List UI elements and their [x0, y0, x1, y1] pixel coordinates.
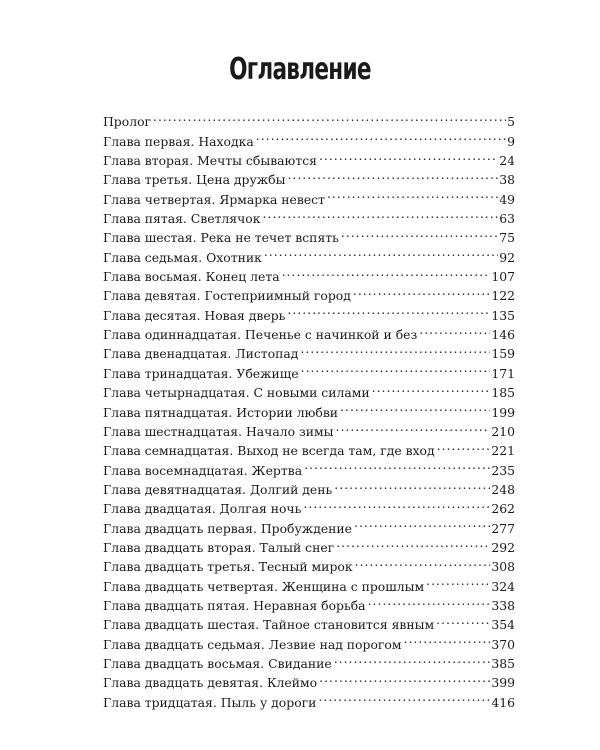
toc-dot-leader — [419, 320, 490, 339]
toc-entry-page-number: 324 — [491, 578, 515, 594]
toc-entry-title: Глава вторая. Мечты сбываются — [103, 153, 317, 169]
toc-entry-title: Глава двадцать шестая. Тайное становится явным — [103, 617, 435, 633]
toc-dot-leader — [153, 107, 506, 126]
toc-entry-title: Глава тринадцатая. Убежище — [103, 365, 299, 381]
toc-dot-leader — [354, 513, 490, 532]
toc-dot-leader — [353, 281, 490, 300]
toc-entry-page-number: 38 — [499, 172, 515, 188]
toc-entry-page-number: 135 — [491, 307, 515, 323]
toc-dot-leader — [319, 668, 490, 687]
toc-entry-title: Глава двадцать седьмая. Лезвие над порогом — [103, 636, 402, 652]
toc-entry-page-number: 399 — [491, 675, 515, 691]
toc-entry-page-number: 338 — [491, 597, 515, 613]
toc-dot-leader — [263, 204, 499, 223]
toc-dot-leader — [304, 455, 490, 474]
toc-entry-page-number: 24 — [499, 153, 515, 169]
toc-entry-page-number: 210 — [491, 423, 515, 439]
toc-entry-title: Глава двадцать вторая. Талый снег — [103, 539, 335, 555]
toc-entry-title: Глава десятая. Новая дверь — [103, 307, 286, 323]
toc-entry-page-number: 9 — [507, 133, 515, 149]
toc-dot-leader — [368, 591, 491, 610]
toc-entry-page-number: 221 — [491, 443, 515, 459]
toc-entry-page-number: 262 — [491, 501, 515, 517]
toc-entry-page-number: 292 — [491, 539, 515, 555]
toc-entry-title: Глава двадцать восьмая. Свидание — [103, 655, 332, 671]
toc-entry-page-number: 416 — [491, 694, 515, 710]
toc-entry-page-number: 354 — [491, 617, 515, 633]
toc-entry-title: Глава седьмая. Охотник — [103, 249, 262, 265]
toc-entry-title: Глава четвертая. Ярмарка невест — [103, 191, 325, 207]
toc-entry-title: Глава четырнадцатая. С новыми силами — [103, 385, 370, 401]
toc-dot-leader — [301, 358, 491, 377]
toc-entry-title: Глава шестнадцатая. Начало зимы — [103, 423, 334, 439]
toc-dot-leader — [303, 494, 490, 513]
toc-entry-page-number: 92 — [499, 249, 515, 265]
toc-dot-leader — [287, 165, 498, 184]
toc-entry-title: Глава двадцать первая. Пробуждение — [103, 520, 353, 536]
toc-entry-title: Глава двадцать пятая. Неравная борьба — [103, 597, 366, 613]
toc-dot-leader — [334, 649, 491, 668]
toc-entry-page-number: 5 — [507, 114, 515, 130]
toc-entry-page-number: 75 — [499, 230, 515, 246]
toc-entry-page-number: 385 — [491, 655, 515, 671]
toc-entry-title: Глава двадцать четвертая. Женщина с прошлым — [103, 578, 425, 594]
toc-dot-leader — [404, 629, 491, 648]
toc-entry-page-number: 370 — [491, 636, 515, 652]
toc-dot-leader — [355, 552, 491, 571]
toc-entry-page-number: 199 — [491, 404, 515, 420]
toc-dot-leader — [426, 571, 490, 590]
toc-entry-page-number: 146 — [491, 327, 515, 343]
toc-entry-title: Глава семнадцатая. Выход не всегда там, где вход — [103, 443, 435, 459]
toc-entry-page-number: 185 — [491, 385, 515, 401]
toc-entry-page-number: 171 — [491, 365, 515, 381]
toc-entry-page-number: 159 — [491, 346, 515, 362]
toc-entry-title: Глава восьмая. Конец лета — [103, 269, 280, 285]
toc-entry-title: Глава первая. Находка — [103, 133, 254, 149]
toc-entry-title: Глава пятая. Светлячок — [103, 211, 261, 227]
toc-entry-page-number: 277 — [491, 520, 515, 536]
toc-dot-leader — [319, 146, 498, 165]
toc-entry-title: Глава восемнадцатая. Жертва — [103, 462, 303, 478]
toc-entry-title: Глава двадцать третья. Тесный мирок — [103, 559, 353, 575]
toc-dot-leader — [437, 436, 491, 455]
toc-dot-leader — [318, 687, 490, 706]
toc-dot-leader — [334, 475, 490, 494]
toc-entry-page-number: 63 — [499, 211, 515, 227]
page-title: Оглавление — [229, 52, 371, 87]
toc-dot-leader — [336, 417, 491, 436]
toc-dot-leader — [340, 397, 490, 416]
toc-dot-leader — [341, 223, 498, 242]
toc-entry — [103, 126, 515, 149]
toc-entry-page-number: 248 — [491, 481, 515, 497]
toc-entry-title: Глава девятая. Гостеприимный город — [103, 288, 351, 304]
toc-entry-page-number: 49 — [499, 191, 515, 207]
toc-entry-title: Пролог — [103, 114, 152, 130]
toc-dot-leader — [256, 126, 506, 145]
toc-dot-leader — [336, 533, 490, 552]
toc-entry-title: Глава одиннадцатая. Печенье с начинкой и без — [103, 327, 418, 343]
toc-dot-leader — [327, 184, 498, 203]
toc-dot-leader — [436, 610, 490, 629]
toc-entry-page-number: 235 — [491, 462, 515, 478]
toc-dot-leader — [300, 339, 490, 358]
toc-entry-title: Глава двадцатая. Долгая ночь — [103, 501, 302, 517]
toc-entry-title: Глава двенадцатая. Листопад — [103, 346, 299, 362]
toc-dot-leader — [282, 262, 491, 281]
toc-entry — [103, 107, 515, 130]
toc-entry-page-number: 107 — [491, 269, 515, 285]
toc-dot-leader — [372, 378, 491, 397]
table-of-contents — [103, 107, 515, 710]
toc-dot-leader — [287, 300, 490, 319]
toc-entry-title: Глава девятнадцатая. Долгий день — [103, 481, 333, 497]
toc-entry-page-number: 308 — [491, 559, 515, 575]
toc-entry-title: Глава шестая. Река не течет вспять — [103, 230, 339, 246]
toc-entry-title: Глава третья. Цена дружбы — [103, 172, 286, 188]
toc-entry-title: Глава двадцать девятая. Клеймо — [103, 675, 318, 691]
toc-entry-page-number: 122 — [491, 288, 515, 304]
toc-dot-leader — [264, 242, 498, 261]
toc-entry-title: Глава пятнадцатая. Истории любви — [103, 404, 339, 420]
toc-entry-title: Глава тридцатая. Пыль у дороги — [103, 694, 317, 710]
